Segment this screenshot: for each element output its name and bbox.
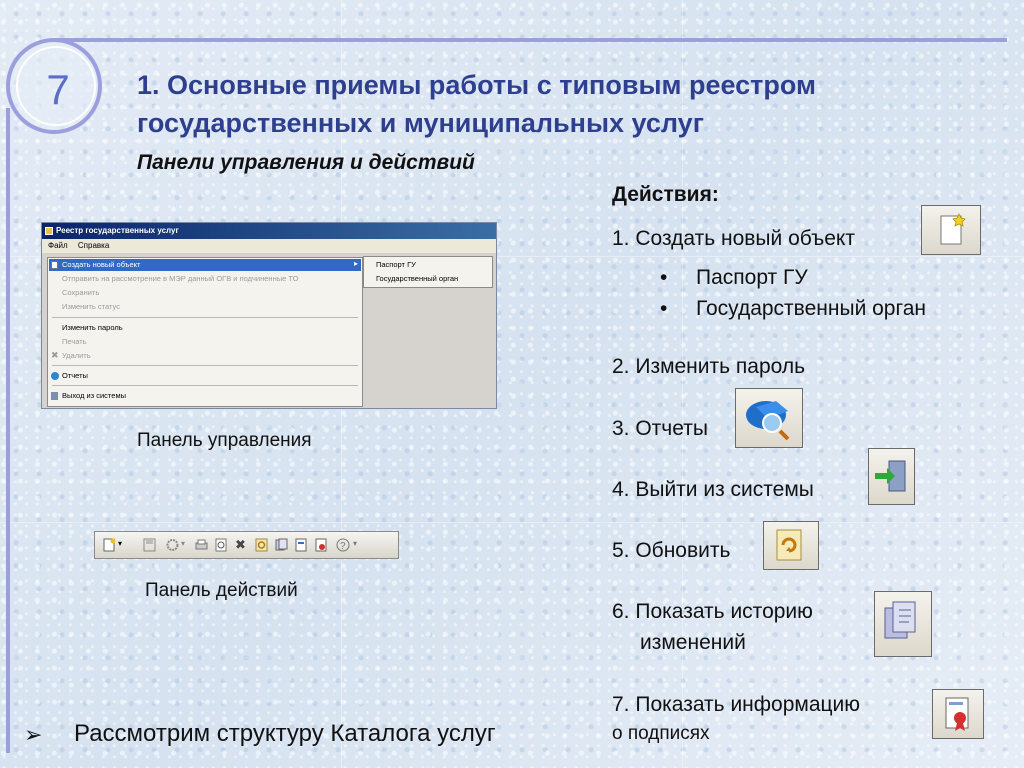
save-icon[interactable] [143,538,156,552]
exit-icon [51,392,58,400]
menu-item-delete[interactable]: Удалить [62,351,91,360]
window-title: Реестр государственных услуг [56,226,179,235]
actions-panel-caption: Панель действий [145,580,298,601]
history-button-icon[interactable] [874,591,932,657]
control-panel-caption: Панель управления [137,430,312,451]
new-object-icon [51,261,58,269]
svg-text:?: ? [340,541,346,552]
bullet-dot: • [660,297,668,320]
slide-subtitle: Панели управления и действий [137,151,475,174]
slide-number: 7 [46,66,70,113]
delete-icon[interactable]: ✖ [235,537,246,552]
submenu-arrow-icon: ▸ [354,259,359,268]
settings-icon[interactable] [166,538,179,552]
preview-icon[interactable] [215,538,228,552]
menu-separator [52,365,358,366]
menu-item-reports[interactable]: Отчеты [62,371,88,380]
delete-icon: ✖ [51,350,59,360]
create-submenu [363,256,493,288]
action-refresh: 5. Обновить [612,539,731,562]
window-menubar [42,239,496,253]
bullet-authority: Государственный орган [696,297,926,320]
menu-item-save[interactable]: Сохранить [62,288,100,297]
menu-file[interactable]: Файл [48,241,68,250]
action-history-line2: изменений [640,631,746,654]
bullet-dot: • [660,266,668,289]
refresh-icon[interactable] [255,538,268,552]
submenu-item-passport[interactable]: Паспорт ГУ [376,260,416,269]
report-icon[interactable] [295,538,308,552]
menu-separator [52,317,358,318]
slide-frame-top [55,38,1007,42]
submenu-item-authority[interactable]: Государственный орган [376,274,459,283]
footer-arrow-bullet: ➢ [24,722,43,747]
refresh-button-icon[interactable] [763,521,819,570]
app-icon [45,227,53,235]
action-exit: 4. Выйти из системы [612,478,814,501]
actions-heading: Действия: [612,183,719,206]
dropdown-arrow-icon[interactable]: ▾ [181,539,186,548]
menu-item-send[interactable]: Отправить на рассмотрение в МЭР данный ОГВ и подчиненные ТО [62,274,299,283]
action-change-password: 2. Изменить пароль [612,355,806,378]
create-button-icon[interactable] [921,205,981,255]
dropdown-arrow-icon[interactable]: ▾ [353,539,358,548]
action-reports: 3. Отчеты [612,417,708,440]
signature-info-icon[interactable] [315,538,328,552]
background-grid-line [0,522,1024,523]
history-icon[interactable] [275,538,288,552]
reports-icon [51,372,59,380]
bullet-passport: Паспорт ГУ [696,266,808,289]
action-create: 1. Создать новый объект [612,227,855,250]
control-panel-screenshot [41,222,497,409]
footer-text: Рассмотрим структуру Каталога услуг [74,720,496,747]
actions-toolbar [94,531,399,559]
menu-item-print[interactable]: Печать [62,337,87,346]
menu-item-change-status[interactable]: Изменить статус [62,302,120,311]
action-signatures-line1: 7. Показать информацию [612,693,861,716]
action-history-line1: 6. Показать историю [612,600,813,623]
slide-title: 1. Основные приемы работы с типовым реестром государственных и муниципальных услуг [137,70,816,138]
help-icon[interactable] [336,538,349,552]
window-titlebar [42,223,496,239]
slide-frame-left [6,108,10,753]
file-menu-dropdown [47,257,363,407]
exit-button-icon[interactable] [868,448,915,505]
menu-item-exit[interactable]: Выход из системы [62,391,126,400]
reports-button-icon[interactable] [735,388,803,448]
menu-item-change-password[interactable]: Изменить пароль [62,323,123,332]
print-icon[interactable] [195,538,208,552]
menu-separator [52,385,358,386]
dropdown-arrow-icon[interactable]: ▾ [118,539,123,548]
menu-item-create[interactable]: Создать новый объект [62,260,141,269]
menu-help[interactable]: Справка [77,241,110,250]
new-object-icon[interactable] [103,538,116,552]
action-signatures-line2: о подписях [612,723,710,744]
signatures-button-icon[interactable] [932,689,984,739]
